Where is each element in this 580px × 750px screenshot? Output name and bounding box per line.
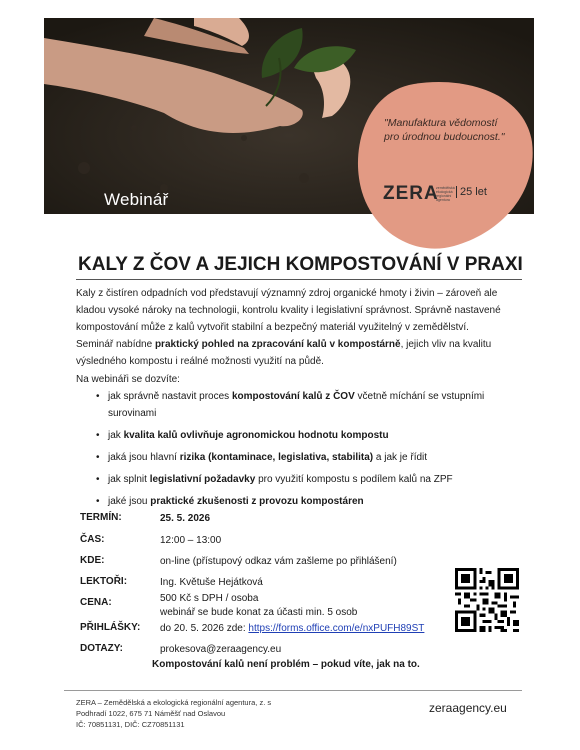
quote-blob [354,82,534,250]
intro-paragraph: Kaly z čistíren odpadních vod představují významný zdroj organické hmoty i živin – zároveň ale kladou vysoké nároky na technologii, kontrolu kvality i legislativní správnost. Správně nastavené kompostování může z kalů vytvořit stabilní a bezpečný materiál využitelný v zemědělství. [76,288,501,333]
time-value: 12:00 – 13:00 [160,535,222,546]
term-label: TERMÍN: [80,512,122,523]
website-link[interactable]: zeraagency.eu [429,701,507,715]
page-title: KALY Z ČOV A JEJICH KOMPOSTOVÁNÍ V PRAXI [78,254,523,275]
title-divider [76,279,522,280]
anniversary-badge: 25 let [456,186,487,198]
registration-label: PŘIHLÁŠKY: [80,622,141,633]
footer-divider [64,690,522,691]
zera-logo: ZERA [383,183,439,204]
tagline: Kompostování kalů není problém – pokud víte, jak na to. [152,659,420,670]
list-item: • jak kvalita kalů ovlivňuje agronomickou hodnotu kompostu [96,427,516,444]
registration-link[interactable]: https://forms.office.com/e/nxPUFH89ST [248,623,425,634]
lecturers-value: Ing. Květuše Hejátková [160,577,263,588]
registration-value: do 20. 5. 2026 zde: https://forms.office.com/e/nxPUFH89ST [160,623,425,634]
footer-ids: IČ: 70851131, DIČ: CZ70851131 [76,720,185,729]
price-label: CENA: [80,597,112,608]
list-item: • jak splnit legislativní požadavky pro využití kompostu s podílem kalů na ZPF [96,471,516,488]
list-item: • jaké jsou praktické zkušenosti z provozu kompostáren [96,493,516,510]
footer-org: ZERA – Zemědělská a ekologická regionální agentura, z. s [76,698,272,707]
intro-paragraph-2: Seminář nabídne praktický pohled na zpracování kalů v kompostárně, jejich vliv na kvalitu výsledného kompostu i reálné možnosti využití na půdě. [76,339,492,367]
price-amount: 500 Kč s DPH / osoba [160,593,259,604]
price-value [160,592,357,620]
qr-code[interactable] [455,568,519,632]
lecturers-label: LEKTOŘI: [80,576,128,587]
hero-quote: "Manufaktura vědomostí pro úrodnou budoucnost." [384,117,505,143]
learn-heading: Na webináři se dozvíte: [76,374,180,385]
list-item: • jak správně nastavit proces kompostování kalů z ČOV včetně míchání se vstupními surovinami [96,388,516,422]
zera-logo-subtitle: zemědělská ekologická regionální agentura [436,186,455,202]
place-label: KDE: [80,555,105,566]
webinar-label: Webinář [104,190,169,209]
topics-list [96,388,516,515]
footer-address [76,697,271,730]
questions-email[interactable]: prokesova@zeraagency.eu [160,644,282,655]
footer-street: Podhradí 1022, 675 71 Náměšť nad Oslavou [76,709,226,718]
time-label: ČAS: [80,534,105,545]
questions-label: DOTAZY: [80,643,123,654]
price-note: webinář se bude konat za účasti min. 5 osob [160,607,358,618]
place-value: on-line (přístupový odkaz vám zašleme po přihlášení) [160,556,397,567]
term-value: 25. 5. 2026 [160,513,211,524]
list-item: • jaká jsou hlavní rizika (kontaminace, legislativa, stabilita) a jak je řídit [96,449,516,466]
